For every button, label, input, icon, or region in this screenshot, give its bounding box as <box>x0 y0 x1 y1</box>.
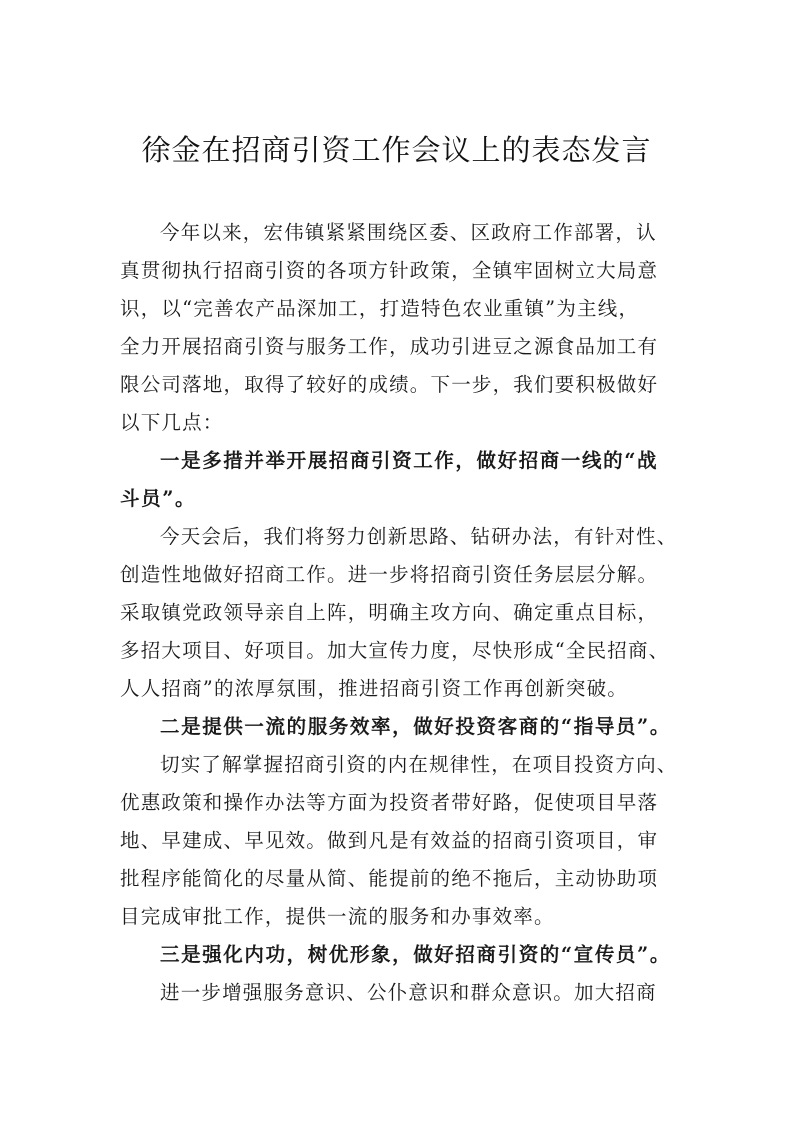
section-heading-line: 三是强化内功，树优形象，做好招商引资的“宣传员”。 <box>160 943 671 966</box>
paragraph-line: 识，以“完善农产品深加工，打造特色农业重镇”为主线， <box>120 297 640 320</box>
paragraph-line: 创造性地做好招商工作。进一步将招商引资任务层层分解。 <box>120 563 659 586</box>
paragraph-line: 目完成审批工作，提供一流的服务和办事效率。 <box>120 905 555 928</box>
paragraph-line: 真贯彻执行招商引资的各项方针政策，全镇牢固树立大局意 <box>120 259 659 282</box>
paragraph-line: 优惠政策和操作办法等方面为投资者带好路，促使项目早落 <box>120 791 659 814</box>
paragraph-line: 人人招商”的浓厚氛围，推进招商引资工作再创新突破。 <box>120 677 628 700</box>
paragraph-line: 批程序能简化的尽量从简、能提前的绝不拖后，主动协助项 <box>120 867 659 890</box>
paragraph-line: 以下几点： <box>120 411 224 434</box>
paragraph-line: 切实了解掌握招商引资的内在规律性，在项目投资方向、 <box>160 753 678 776</box>
section-heading-line: 二是提供一流的服务效率，做好投资客商的“指导员”。 <box>160 715 671 738</box>
paragraph-line: 限公司落地，取得了较好的成绩。下一步，我们要积极做好 <box>120 373 659 396</box>
paragraph-line: 全力开展招商引资与服务工作，成功引进豆之源食品加工有 <box>120 335 659 358</box>
paragraph-line: 今年以来，宏伟镇紧紧围绕区委、区政府工作部署，认 <box>160 221 657 244</box>
document-title: 徐金在招商引资工作会议上的表态发言 <box>141 133 652 167</box>
paragraph-line: 地、早建成、早见效。做到凡是有效益的招商引资项目，审 <box>120 829 659 852</box>
paragraph-line: 采取镇党政领导亲自上阵，明确主攻方向、确定重点目标， <box>120 601 659 624</box>
paragraph-line: 今天会后，我们将努力创新思路、钻研办法，有针对性、 <box>160 525 678 548</box>
paragraph-line: 进一步增强服务意识、公仆意识和群众意识。加大招商 <box>160 981 657 1004</box>
paragraph-line: 多招大项目、好项目。加大宣传力度，尽快形成“全民招商、 <box>120 639 670 662</box>
section-heading-line: 一是多措并举开展招商引资工作，做好招商一线的“战 <box>160 449 659 472</box>
document-body <box>120 214 686 1012</box>
section-heading-line: 斗员”。 <box>120 487 197 510</box>
